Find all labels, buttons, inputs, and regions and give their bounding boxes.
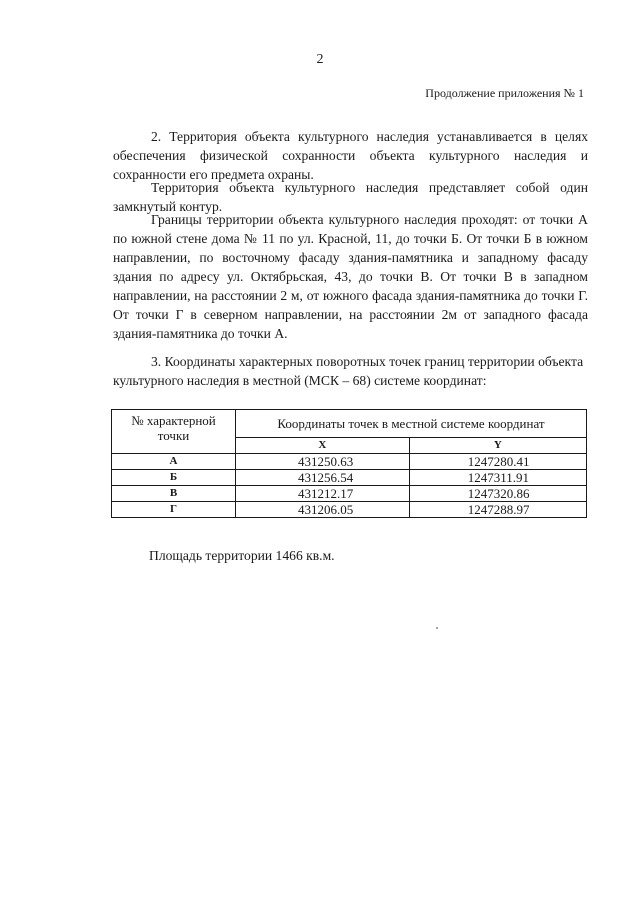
paragraph-text: Границы территории объекта культурного наследия проходят: от точки А по южной стене дома № 11 по ул. Красной, 11, до точки Б. От точки Б в южном направлении, по восточному фасаду здания-памятника и западному фасаду здания по адресу ул. Октябрьская, 43, до точки В. От точки В в западном направлении, на расстоянии 2 м, от южного фасада здания-памятника до точки Г. От точки Г в северном направлении, на расстоянии 2м от западного фасада здания-памятника до точки А. — [113, 212, 588, 341]
table-row — [112, 454, 587, 470]
header-y: Y — [409, 438, 586, 454]
point-label: Г — [112, 502, 236, 518]
paragraph-boundaries — [113, 210, 588, 343]
paragraph-text: 3. Координаты характерных поворотных точек границ территории объекта культурного наследия в местной (МСК – 68) системе координат: — [113, 354, 584, 388]
paragraph-text: Территория объекта культурного наследия представляет собой один замкнутый контур. — [113, 180, 588, 214]
area-text: Площадь территории 1466 кв.м. — [149, 548, 335, 563]
appendix-label: Продолжение приложения № 1 — [425, 86, 584, 100]
paragraph-coordinates — [113, 352, 588, 390]
y-value: 1247320.86 — [409, 486, 586, 502]
point-label: В — [112, 486, 236, 502]
y-value: 1247280.41 — [409, 454, 586, 470]
scan-speck — [436, 627, 438, 629]
x-value: 431256.54 — [236, 470, 410, 486]
point-label: Б — [112, 470, 236, 486]
header-coordinates: Координаты точек в местной системе координат — [236, 410, 587, 438]
header-point: № характерной точки — [112, 410, 236, 454]
x-value: 431206.05 — [236, 502, 410, 518]
header-x: X — [236, 438, 410, 454]
page-number: 2 — [316, 52, 324, 67]
y-value: 1247311.91 — [409, 470, 586, 486]
paragraph-text: 2. Территория объекта культурного наследия устанавливается в целях обеспечения физической сохранности объекта культурного наследия и сохранности его предмета охраны. — [113, 129, 588, 182]
table-row — [112, 502, 587, 518]
point-label: А — [112, 454, 236, 470]
x-value: 431250.63 — [236, 454, 410, 470]
table-row — [112, 470, 587, 486]
coordinates-table — [111, 409, 587, 518]
x-value: 431212.17 — [236, 486, 410, 502]
y-value: 1247288.97 — [409, 502, 586, 518]
table-row — [112, 486, 587, 502]
paragraph-territory — [113, 127, 588, 184]
